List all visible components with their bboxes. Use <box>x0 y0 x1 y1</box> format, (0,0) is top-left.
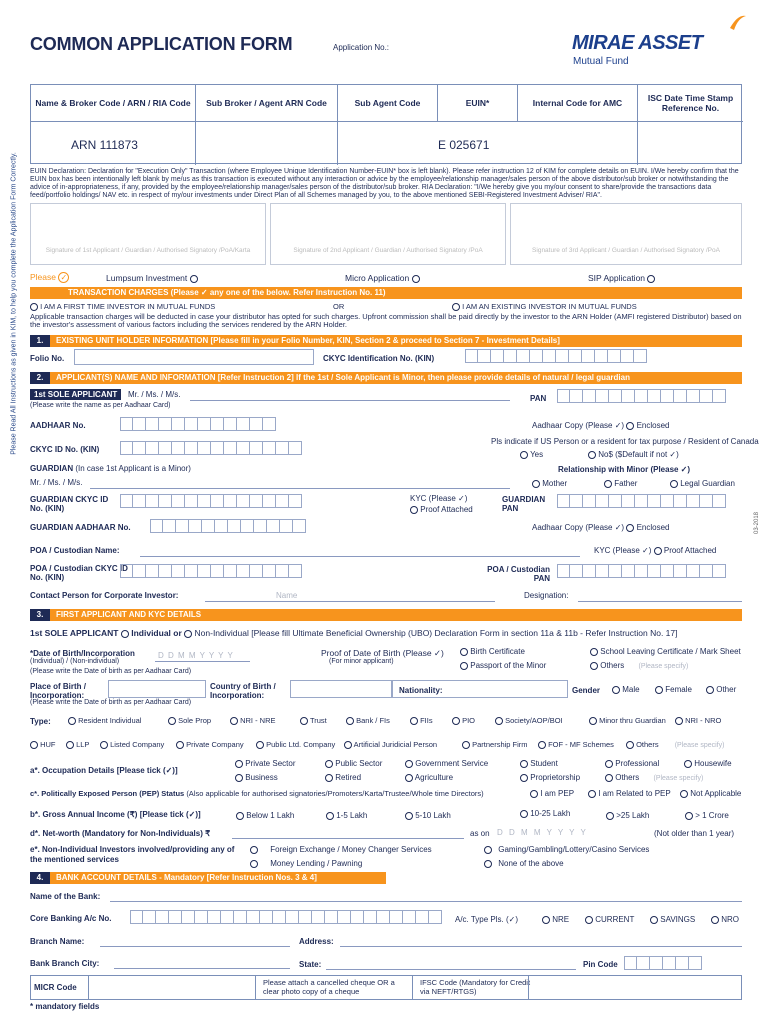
sub-agent-field[interactable] <box>338 121 418 165</box>
service-lending[interactable]: Money Lending / Pawning <box>250 859 362 868</box>
applicant-type-row: 1st SOLE APPLICANT Individual or Non-Individual [Please fill Ultimate Beneficial Ownership (UBO) Declaration Form in section 11a & 11b - Refer Instruction No. 17] <box>30 628 678 638</box>
non-individual-radio[interactable] <box>184 630 192 638</box>
type-artificial-person[interactable]: Artificial Juridicial Person <box>344 740 462 749</box>
internal-code-header: Internal Code for AMC <box>518 85 638 121</box>
type-nri-nro[interactable]: NRI - NRO <box>675 716 735 725</box>
dob-note: (Please write the Date of birth as per Aadhaar Card) <box>30 668 192 675</box>
female-option[interactable]: Female <box>655 685 692 694</box>
arn-field[interactable]: ARN 111873 <box>31 121 196 165</box>
service-forex[interactable]: Foreign Exchange / Money Changer Services <box>250 845 432 854</box>
income-below-1[interactable]: Below 1 Lakh <box>236 811 294 820</box>
not-older-note: (Not older than 1 year) <box>654 829 735 838</box>
side-instruction: Please Read All Instructions as given in KIM, to help you complete the Application Form Correctly. <box>10 152 18 455</box>
ifsc-label: IFSC Code (Mandatory for Credit via NEFT/RTGS) <box>420 978 531 996</box>
actype-current[interactable]: CURRENT <box>585 915 634 924</box>
first-time-option[interactable]: I AM A FIRST TIME INVESTOR IN MUTUAL FUNDS <box>30 302 215 311</box>
guardian-pan-label: GUARDIAN PAN <box>502 495 546 513</box>
aadhaar-grid[interactable] <box>120 417 276 431</box>
type-huf[interactable]: HUF <box>30 740 66 749</box>
type-sole-prop[interactable]: Sole Prop <box>168 716 230 725</box>
applicant-name-line[interactable] <box>190 400 510 401</box>
school-cert-option[interactable]: School Leaving Certificate / Mark Sheet <box>590 647 741 656</box>
section-4-bar: 4. BANK ACCOUNT DETAILS - Mandatory [Refer Instruction Nos. 3 & 4] <box>30 872 386 884</box>
euin-field[interactable]: E 025671 <box>418 121 638 165</box>
bank-name-label: Name of the Bank: <box>30 892 101 901</box>
micr-field[interactable] <box>88 975 256 1000</box>
dob-placeholder[interactable]: D D M M Y Y Y Y <box>158 651 234 660</box>
form-title: COMMON APPLICATION FORM <box>30 34 293 54</box>
isc-field <box>638 121 743 165</box>
guardian-pan-grid[interactable] <box>557 494 726 508</box>
ckyc-id-label: CKYC ID No. (KIN) <box>30 445 100 454</box>
individual-radio[interactable] <box>121 630 129 638</box>
type-pio[interactable]: PIO <box>452 716 495 725</box>
type-llp[interactable]: LLP <box>66 740 100 749</box>
occ-others[interactable]: Others (Please specify) <box>605 773 703 782</box>
pep-yes[interactable]: I am PEP <box>530 789 574 798</box>
income-1cr[interactable]: > 1 Crore <box>685 811 729 820</box>
pep-related[interactable]: I am Related to PEP <box>588 789 671 798</box>
types-row-1 <box>68 716 748 725</box>
branch-city-label: Bank Branch City: <box>30 959 100 968</box>
poa-pan-label: POA / Custodian PAN <box>487 565 550 583</box>
designation-label: Designation: <box>524 591 569 600</box>
minor-note: (For minor applicant) <box>329 658 394 665</box>
as-on-label: as on <box>470 829 490 838</box>
pob-field[interactable] <box>108 680 206 698</box>
type-society[interactable]: Society/AOP/BOI <box>495 716 589 725</box>
txn-charges-bar: TRANSACTION CHARGES (Please ✓ any one of the below. Refer Instruction No. 11) <box>30 287 742 299</box>
application-no-label: Application No.: <box>333 43 390 52</box>
actype-nro[interactable]: NRO <box>711 915 739 924</box>
relationship-label: Relationship with Minor (Please ✓) <box>558 465 691 474</box>
aadhaar-label: AADHAAR No. <box>30 421 86 430</box>
sub-agent-header: Sub Agent Code <box>338 85 438 121</box>
bank-name-line[interactable] <box>110 901 742 902</box>
income-label: b*. Gross Annual Income (₹) [Please tick (✓)] <box>30 810 201 819</box>
income-25[interactable]: >25 Lakh <box>606 811 649 820</box>
address-label: Address: <box>299 937 334 946</box>
brand-subtitle: Mutual Fund <box>573 56 629 67</box>
ifsc-field[interactable] <box>528 975 742 1000</box>
type-bank-fis[interactable]: Bank / FIs <box>346 716 410 725</box>
cob-field[interactable] <box>290 680 392 698</box>
branch-city-line[interactable] <box>114 968 290 969</box>
us-yes-option[interactable]: Yes <box>520 450 543 459</box>
type-listed-company[interactable]: Listed Company <box>100 740 176 749</box>
pep-not-applicable[interactable]: Not Applicable <box>680 789 741 798</box>
dob-sub-label: (Individual) / (Non-individual) <box>30 658 120 665</box>
gender-label: Gender <box>572 686 601 695</box>
mandatory-note: * mandatory fields <box>30 1002 100 1011</box>
pan-label: PAN <box>530 394 547 403</box>
guardian-name-line[interactable] <box>90 488 510 489</box>
type-fof[interactable]: FOF - MF Schemes <box>538 740 626 749</box>
type-partnership[interactable]: Partnership Firm <box>462 740 538 749</box>
type-resident-individual[interactable]: Resident Individual <box>68 716 168 725</box>
contact-name-placeholder: Name <box>276 591 298 600</box>
pan-grid[interactable] <box>557 389 726 403</box>
guardian-aadhaar-copy-option[interactable]: Aadhaar Copy (Please ✓) Enclosed <box>532 523 670 532</box>
type-others[interactable]: Others (Please specify) <box>626 740 742 749</box>
account-number-grid[interactable] <box>130 910 442 924</box>
occ-public[interactable]: Public Sector <box>325 759 382 768</box>
other-gender-option[interactable]: Other <box>706 685 736 694</box>
nationality-field[interactable] <box>392 680 568 698</box>
poa-kyc-option[interactable]: KYC (Please ✓) Proof Attached <box>594 546 717 555</box>
type-trust[interactable]: Trust <box>300 716 346 725</box>
occ-proprietorship[interactable]: Proprietorship <box>520 773 580 782</box>
dob-line <box>155 661 250 662</box>
pob-label: Place of Birth / Incorporation: <box>30 682 87 700</box>
signature-box-2[interactable]: Signature of 2nd Applicant / Guardian / Authorised Signatory /PoA <box>270 203 506 265</box>
actype-nre[interactable]: NRE <box>542 915 569 924</box>
types-row-2 <box>30 740 742 749</box>
occ-agriculture[interactable]: Agriculture <box>405 773 453 782</box>
signature-box-3[interactable]: Signature of 3rd Applicant / Guardian / Authorised Signatory /PoA <box>510 203 742 265</box>
designation-line[interactable] <box>578 601 742 602</box>
micro-option[interactable]: Micro Application <box>345 273 420 283</box>
broker-table <box>30 84 742 164</box>
signature-box-1[interactable]: Signature of 1st Applicant / Guardian / Authorised Signatory /PoA/Karta <box>30 203 266 265</box>
micr-label: MICR Code <box>34 983 77 992</box>
service-gaming[interactable]: Gaming/Gambling/Lottery/Casino Services <box>484 845 649 854</box>
sip-option[interactable]: SIP Application <box>588 273 655 283</box>
type-label: Type: <box>30 717 51 726</box>
ckyc-kin-label: CKYC Identification No. (KIN) <box>323 354 435 363</box>
birth-cert-option[interactable]: Birth Certificate <box>460 647 525 656</box>
passport-option[interactable]: Passport of the Minor <box>460 661 546 670</box>
actype-label: A/c. Type Pls. (✓) <box>455 915 519 924</box>
sub-broker-field[interactable] <box>196 121 338 165</box>
type-nri-nre[interactable]: NRI - NRE <box>230 716 300 725</box>
income-5-10[interactable]: 5-10 Lakh <box>405 811 451 820</box>
poa-ckyc-grid[interactable] <box>120 564 302 578</box>
guardian-aadhaar-label: GUARDIAN AADHAAR No. <box>30 523 131 532</box>
address-line[interactable] <box>340 946 742 947</box>
actype-savings[interactable]: SAVINGS <box>650 915 695 924</box>
occ-private[interactable]: Private Sector <box>235 759 295 768</box>
txn-note: Applicable transaction charges will be deducted in case your distributor has opted for such charges. Upfront commission shall be paid directly by the investor to the ARN Holder (AMFI registered Distributor) based on the investor's assessment of various factors including the services rendered by the ARN Holder. <box>30 312 742 329</box>
poa-name-label: POA / Custodian Name: <box>30 546 120 555</box>
branch-name-line[interactable] <box>100 946 290 947</box>
networth-label: d*. Net-worth (Mandatory for Non-Individuals) ₹ <box>30 829 211 838</box>
branch-name-label: Branch Name: <box>30 937 85 946</box>
poa-ckyc-label: POA / Custodian CKYC ID No. (KIN) <box>30 564 128 582</box>
proof-dob-label: Proof of Date of Birth (Please ✓) <box>321 648 444 658</box>
pep-label: c*. Politically Exposed Person (PEP) Status (Also applicable for authorised signatories/Promoters/Karta/Trustee/Whole time Directors) <box>30 789 484 798</box>
lumpsum-option[interactable]: Lumpsum Investment <box>106 273 198 283</box>
networth-date-placeholder[interactable]: D D M M Y Y Y Y <box>497 828 588 837</box>
isc-header: ISC Date Time Stamp Reference No. <box>647 93 734 113</box>
occupation-label: a*. Occupation Details [Please tick (✓)] <box>30 766 178 775</box>
state-label: State: <box>299 960 322 969</box>
occ-housewife[interactable]: Housewife <box>684 759 732 768</box>
contact-person-label: Contact Person for Corporate Investor: <box>30 591 179 600</box>
sub-broker-header: Sub Broker / Agent ARN Code <box>196 85 338 121</box>
occ-government[interactable]: Government Service <box>405 759 488 768</box>
occ-professional[interactable]: Professional <box>605 759 659 768</box>
guardian-ckyc-grid[interactable] <box>120 494 302 508</box>
us-person-label: Pls indicate if US Person or a resident for tax purpose / Resident of Canada <box>491 437 759 446</box>
form-date-code: 03-2018 <box>754 511 761 535</box>
service-none[interactable]: None of the above <box>484 859 564 868</box>
income-1-5[interactable]: 1-5 Lakh <box>326 811 367 820</box>
divider <box>412 975 413 1000</box>
male-option[interactable]: Male <box>612 685 640 694</box>
contact-name-line[interactable] <box>205 601 495 602</box>
type-minor-guardian[interactable]: Minor thru Guardian <box>589 716 675 725</box>
pin-code-grid[interactable] <box>624 956 702 970</box>
folio-label: Folio No. <box>30 354 65 363</box>
occ-student[interactable]: Student <box>520 759 558 768</box>
ckyc-kin-grid[interactable] <box>465 349 647 363</box>
state-line[interactable] <box>326 969 576 970</box>
euin-header: EUIN* <box>438 85 518 121</box>
ckyc-id-grid[interactable] <box>120 441 302 455</box>
occ-retired[interactable]: Retired <box>325 773 361 782</box>
or-label: OR <box>333 302 345 311</box>
guardian-proof-option[interactable]: Proof Attached <box>410 505 473 514</box>
guardian-label: GUARDIAN (In case 1st Applicant is a Minor) <box>30 464 191 473</box>
cob-label: Country of Birth / Incorporation: <box>210 682 276 700</box>
type-private-company[interactable]: Private Company <box>176 740 256 749</box>
occ-business[interactable]: Business <box>235 773 278 782</box>
euin-declaration: EUIN Declaration: Declaration for "Execution Only" Transaction (where Employee Unique Identification Number-EUIN* box is left blank). Please refer instruction 12 of KIM for complete details on EUIN. I/We hereby confirm that the EUIN box has been intentionally left blank by me/us as this transaction is executed without any interaction or advice by the employee/relationship manager/sales person of the above distributor/sub broker or notwithstanding the advice of in-appropriateness, if any, provided by the employee/relationship manager/sales person of the distributor/sub broker. RIA Declaration: "I/We hereby give you my/our consent to share/provide the transactions data feed/portfolio holdings/ NAV etc. in respect of my/our investments under Direct Plan of all Schemes managed by you, to the above mentioned SEBI-Registered Investment Adviser/ RIA". <box>30 168 739 199</box>
type-fiis[interactable]: FIIs <box>410 716 452 725</box>
guardian-ckyc-label: GUARDIAN CKYC ID No. (KIN) <box>30 495 109 513</box>
pob-note: (Please write the Date of birth as per Aadhaar Card) <box>30 699 192 706</box>
section-1-bar: 1. EXISTING UNIT HOLDER INFORMATION [Please fill in your Folio Number, KIN, Section 2 & proceed to Section 7 - Investment Details] <box>30 335 742 347</box>
broker-header: Name & Broker Code / ARN / RIA Code <box>31 85 196 121</box>
income-10-25[interactable]: 10-25 Lakh <box>520 809 570 818</box>
aadhaar-copy-option[interactable]: Aadhaar Copy (Please ✓) Enclosed <box>532 421 670 430</box>
mother-option[interactable]: Mother <box>532 479 567 488</box>
aadhaar-name-note: (Please write the name as per Aadhaar Card) <box>30 402 171 409</box>
poa-name-line[interactable] <box>140 556 580 557</box>
father-option[interactable]: Father <box>604 479 637 488</box>
please-label: Please ✓ <box>30 272 69 283</box>
logo-swoosh-icon <box>728 12 748 32</box>
section-2-bar: 2. APPLICANT(S) NAME AND INFORMATION [Refer Instruction 2] If the 1st / Sole Applicant is Minor, then please provide details of natural / legal guardian <box>30 372 742 384</box>
us-no-option[interactable]: No$ ($Default if not ✓) <box>588 450 679 459</box>
guardian-aadhaar-grid[interactable] <box>150 519 306 533</box>
dob-others-option[interactable]: Others (Please specify) <box>590 661 688 670</box>
title-label: Mr. / Ms. / M/s. <box>128 390 181 399</box>
services-label: e*. Non-Individual Investors involved/providing any of the mentioned services <box>30 845 235 864</box>
cheque-note: Please attach a cancelled cheque OR a clear photo copy of a cheque <box>263 978 395 996</box>
nationality-label: Nationality: <box>399 686 443 695</box>
brand-logo: MIRAE ASSET <box>572 32 703 54</box>
type-public-company[interactable]: Public Ltd. Company <box>256 740 344 749</box>
pin-code-label: Pin Code <box>583 960 618 969</box>
folio-field[interactable] <box>74 349 314 365</box>
tick-icon: ✓ <box>58 272 69 283</box>
core-banking-label: Core Banking A/c No. <box>30 914 112 923</box>
legal-guardian-option[interactable]: Legal Guardian <box>670 479 735 488</box>
guardian-title-label: Mr. / Ms. / M/s. <box>30 478 83 487</box>
networth-line[interactable] <box>232 838 464 839</box>
guardian-kyc-label: KYC (Please ✓) <box>410 494 468 503</box>
section-3-bar: 3. FIRST APPLICANT AND KYC DETAILS <box>30 609 742 621</box>
sole-applicant-tag: 1st SOLE APPLICANT <box>30 389 121 400</box>
poa-pan-grid[interactable] <box>557 564 726 578</box>
dob-label: *Date of Birth/Incorporation <box>30 649 135 658</box>
existing-option[interactable]: I AM AN EXISTING INVESTOR IN MUTUAL FUNDS <box>452 302 637 311</box>
